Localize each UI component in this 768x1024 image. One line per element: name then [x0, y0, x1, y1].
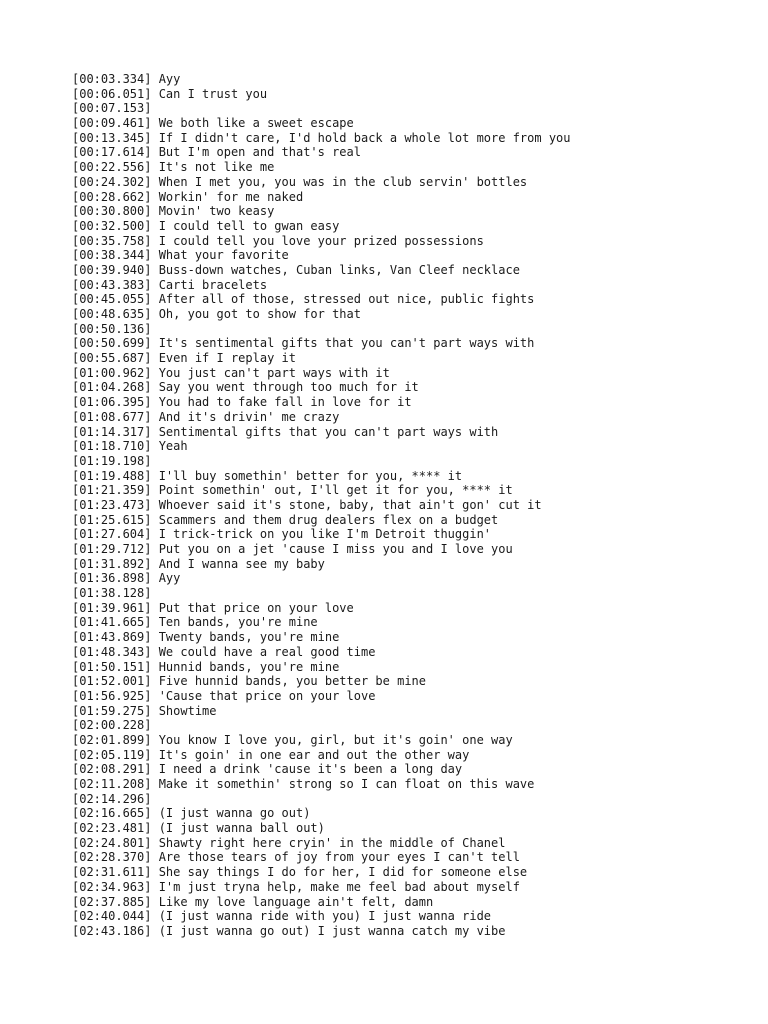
- lyric-line: [02:28.370] Are those tears of joy from your eyes I can't tell: [72, 850, 520, 865]
- lyric-line: [01:04.268] Say you went through too much for it: [72, 380, 419, 395]
- lyric-line: [01:43.869] Twenty bands, you're mine: [72, 630, 340, 645]
- lyric-line: [00:55.687] Even if I replay it: [72, 351, 296, 366]
- lyric-line: [01:31.892] And I wanna see my baby: [72, 556, 325, 571]
- lyric-line: [01:06.395] You had to fake fall in love for it: [72, 395, 412, 410]
- lyric-line: [02:00.228]: [72, 718, 152, 733]
- lyric-line: [01:27.604] I trick-trick on you like I'm Detroit thuggin': [72, 527, 492, 542]
- lyric-line: [01:39.961] Put that price on your love: [72, 600, 354, 615]
- lyric-line: [00:28.662] Workin' for me naked: [72, 189, 304, 204]
- lyric-line: [00:24.302] When I met you, you was in the club servin' bottles: [72, 174, 528, 189]
- lyric-line: [00:07.153]: [72, 101, 152, 116]
- lyric-line: [01:38.128]: [72, 586, 152, 601]
- lyric-line: [02:31.611] She say things I do for her, I did for someone else: [72, 865, 528, 880]
- lyric-line: [00:17.614] But I'm open and that's real: [72, 145, 361, 160]
- lyric-line: [01:08.677] And it's drivin' me crazy: [72, 409, 340, 424]
- lyric-line: [01:00.962] You just can't part ways with it: [72, 365, 390, 380]
- lyric-line: [02:34.963] I'm just tryna help, make me feel bad about myself: [72, 879, 520, 894]
- lyric-line: [01:36.898] Ayy: [72, 571, 181, 586]
- lyric-line: [01:25.615] Scammers and them drug dealers flex on a budget: [72, 512, 499, 527]
- lyric-line: [00:35.758] I could tell you love your prized possessions: [72, 233, 484, 248]
- lyric-line: [01:41.665] Ten bands, you're mine: [72, 615, 318, 630]
- lyric-line: [00:09.461] We both like a sweet escape: [72, 116, 354, 131]
- lyric-line: [00:30.800] Movin' two keasy: [72, 204, 275, 219]
- lyric-line: [01:19.198]: [72, 453, 152, 468]
- lyric-line: [02:40.044] (I just wanna ride with you) I just wanna ride: [72, 909, 492, 924]
- lyric-line: [01:59.275] Showtime: [72, 703, 217, 718]
- lyric-line: [02:08.291] I need a drink 'cause it's been a long day: [72, 762, 463, 777]
- lyric-line: [02:14.296]: [72, 791, 152, 806]
- lyric-line: [02:37.885] Like my love language ain't felt, damn: [72, 894, 434, 909]
- lyric-line: [02:23.481] (I just wanna ball out): [72, 821, 325, 836]
- lyric-line: [01:21.359] Point somethin' out, I'll get it for you, **** it: [72, 483, 513, 498]
- lyric-line: [00:13.345] If I didn't care, I'd hold back a whole lot more from you: [72, 130, 571, 145]
- lyric-line: [00:48.635] Oh, you got to show for that: [72, 307, 361, 321]
- lyric-line: [02:05.119] It's goin' in one ear and out the other way: [72, 747, 470, 762]
- lyric-line: [02:16.665] (I just wanna go out): [72, 806, 311, 821]
- lyric-line: [00:43.383] Carti bracelets: [72, 277, 268, 292]
- lyric-line: [00:39.940] Buss-down watches, Cuban links, Van Cleef necklace: [72, 262, 520, 277]
- lyric-line: [01:19.488] I'll buy somethin' better for you, **** it: [72, 468, 463, 483]
- lyric-line: [01:56.925] 'Cause that price on your love: [72, 688, 376, 703]
- lyric-line: [01:29.712] Put you on a jet 'cause I miss you and I love you: [72, 542, 513, 556]
- lyric-line: [01:48.343] We could have a real good time: [72, 644, 376, 659]
- lyric-line: [02:43.186] (I just wanna go out) I just wanna catch my vibe: [72, 923, 506, 938]
- lyric-line: [01:50.151] Hunnid bands, you're mine: [72, 659, 340, 674]
- lyrics-document: [72, 72, 732, 939]
- lyric-line: [00:32.500] I could tell to gwan easy: [72, 218, 340, 233]
- lyric-line: [01:23.473] Whoever said it's stone, baby, that ain't gon' cut it: [72, 497, 542, 512]
- lyric-line: [00:22.556] It's not like me: [72, 160, 275, 175]
- lyric-line: [02:11.208] Make it somethin' strong so I can float on this wave: [72, 777, 535, 791]
- lyric-line: [00:45.055] After all of those, stressed out nice, public fights: [72, 292, 535, 307]
- lyric-line: [01:52.001] Five hunnid bands, you better be mine: [72, 674, 427, 689]
- lyric-line: [00:03.334] Ayy: [72, 72, 181, 86]
- lyric-line: [02:24.801] Shawty right here cryin' in the middle of Chanel: [72, 835, 506, 850]
- lyric-line: [00:06.051] Can I trust you: [72, 86, 268, 101]
- lyric-line: [02:01.899] You know I love you, girl, but it's goin' one way: [72, 732, 513, 747]
- lyric-line: [00:50.136]: [72, 321, 152, 336]
- lyric-line: [00:50.699] It's sentimental gifts that you can't part ways with: [72, 336, 535, 351]
- lyric-line: [01:18.710] Yeah: [72, 439, 188, 454]
- lyric-line: [01:14.317] Sentimental gifts that you can't part ways with: [72, 424, 499, 439]
- lyric-line: [00:38.344] What your favorite: [72, 248, 289, 263]
